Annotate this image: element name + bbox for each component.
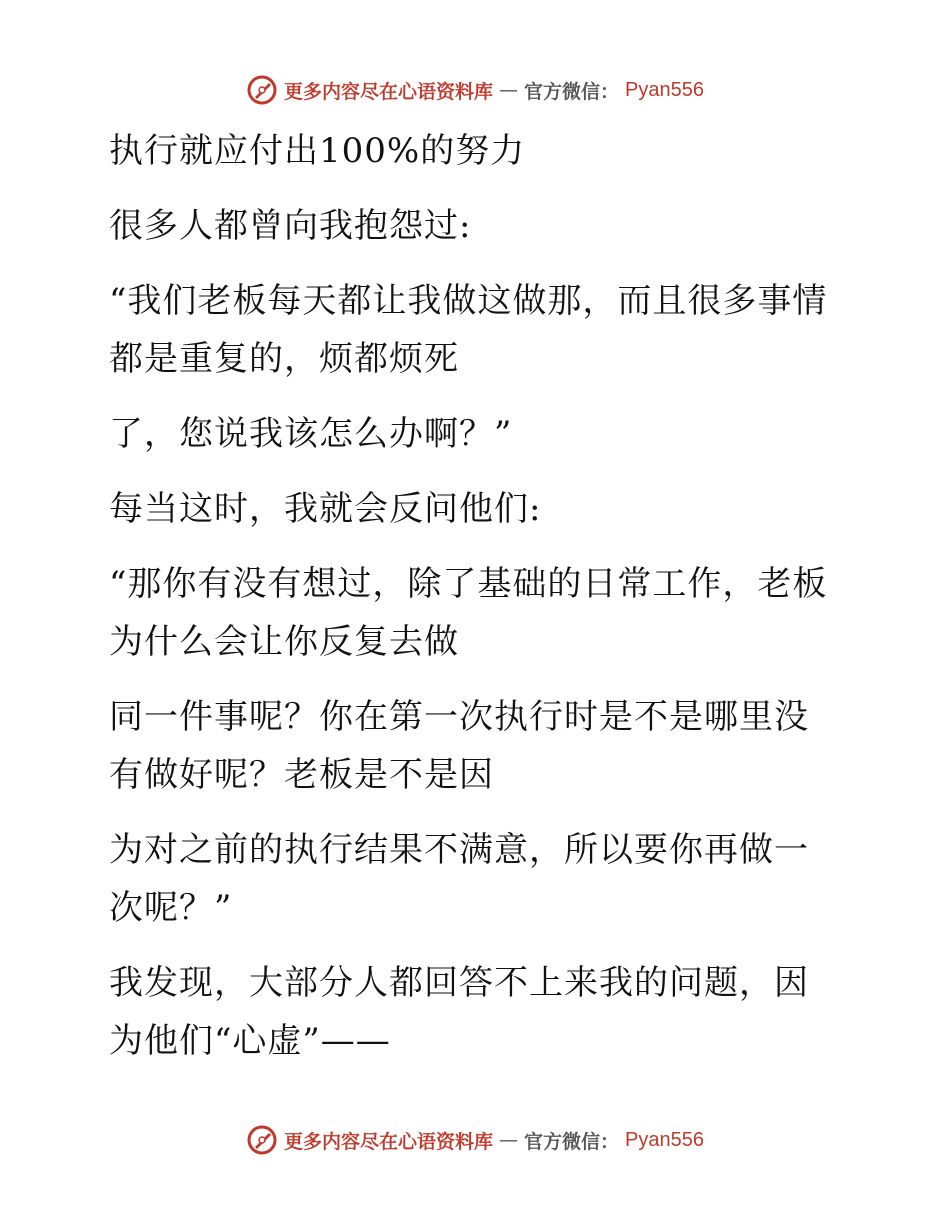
paragraph: “那你有没有想过，除了基础的日常工作，老板为什么会让你反复去做 (109, 564, 828, 662)
paragraph: 很多人都曾向我抱怨过: (109, 206, 472, 246)
quill-seal-icon (246, 1124, 278, 1156)
document-title: 执行就应付出100%的努力 (109, 131, 526, 171)
footer-banner (0, 1120, 950, 1160)
banner-wechat-label: 官方微信： (524, 80, 620, 103)
paragraph: 了，您说我该怎么办啊？” (109, 414, 513, 454)
paragraph: “我们老板每天都让我做这做那，而且很多事情都是重复的，烦都烦死 (109, 281, 828, 379)
paragraph: 我发现，大部分人都回答不上来我的问题，因为他们“心虚”—— (109, 963, 809, 1061)
banner-text: 更多内容尽在心语资料库 (284, 1130, 494, 1153)
paragraph: 为对之前的执行结果不满意，所以要你再做一次呢？” (109, 830, 809, 928)
banner-dash: — (499, 79, 519, 101)
banner-dash: — (499, 1129, 519, 1151)
document-body (97, 122, 837, 1087)
banner-wechat-id: Pyan556 (625, 78, 704, 101)
paragraph: 每当这时，我就会反问他们: (109, 489, 542, 529)
quill-seal-icon (246, 74, 278, 106)
header-banner (0, 70, 950, 110)
banner-wechat-label: 官方微信： (524, 1130, 620, 1153)
banner-text: 更多内容尽在心语资料库 (284, 80, 494, 103)
paragraph: 同一件事呢？你在第一次执行时是不是哪里没有做好呢？老板是不是因 (109, 697, 809, 795)
banner-wechat-id: Pyan556 (625, 1128, 704, 1151)
